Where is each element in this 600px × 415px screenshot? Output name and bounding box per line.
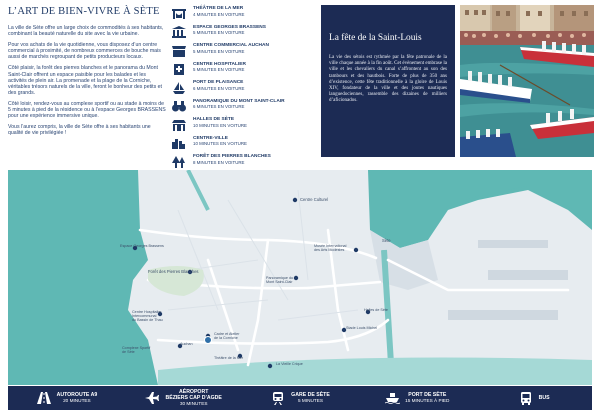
transport-time: 15 MINUTES À PIED xyxy=(405,398,450,404)
transport-name: AÉROPORT BÉZIERS CAP D’AGDE xyxy=(165,389,222,402)
destination-time: 10 MINUTES EN VOITURE xyxy=(193,141,247,147)
transport-time: 20 MINUTES xyxy=(63,398,91,404)
fete-title: La fête de la Saint-Louis xyxy=(329,33,422,43)
destination-name: CENTRE-VILLE xyxy=(193,135,228,141)
map-label-halles: Halles de Sète xyxy=(364,308,388,312)
map-label-musee: Musée International des Arts Modestes xyxy=(314,244,347,252)
destination-item xyxy=(168,117,310,136)
transport-name: PORT DE SÈTE xyxy=(408,392,447,399)
fete-text: La vie des sétois est rythmée par la fête patronale de la ville chaque année à la fin août. Cet évènement embrase la ville et les chevaliers du canal s’affrontent au son des tambours et des hautbois. Forte de plus de 350 ans d’existence, cette fête traditionnelle à la gloire de Louis XIV, fondateur de la ville et des joutes nautiques languedociennes, rassemble des dizaines de milliers d’aficionados. xyxy=(329,55,447,104)
intro-paragraph: La ville de Sète offre un large choix de commodités à ses habitants, combinant la beauté naturelle du site avec la vie urbaine. xyxy=(8,25,164,38)
destination-name: THÉÂTRE DE LA MER xyxy=(193,6,244,11)
page-title: L’ART DE BIEN-VIVRE À SÈTE xyxy=(8,6,160,17)
transport-item xyxy=(242,391,359,405)
destination-time: 6 MINUTES EN VOITURE xyxy=(193,104,245,110)
destination-item xyxy=(168,6,310,25)
destination-name: HALLES DE SÈTE xyxy=(193,117,235,122)
destination-item xyxy=(168,25,310,44)
city-map[interactable] xyxy=(8,170,592,385)
destination-name: CENTRE HOSPITALIER xyxy=(193,61,246,67)
destination-name: FORÊT DES PIERRES BLANCHES xyxy=(193,154,271,159)
transport-item xyxy=(8,391,125,405)
map-label-espace-brassens: Espace Georges Brassens xyxy=(120,244,164,248)
map-label-hopital: Centre Hospitalier Intercommunal du Bassin de Thau xyxy=(132,310,163,322)
intro-section xyxy=(8,6,166,141)
map-label-foret: Forêt des Pierres Blanches xyxy=(148,269,199,274)
map-label-stade: Stade Louis Michel xyxy=(346,326,378,330)
highway-icon xyxy=(36,391,52,405)
transport-item xyxy=(125,389,242,407)
bus-icon xyxy=(518,391,534,405)
destination-item xyxy=(168,62,310,81)
airplane-icon xyxy=(144,391,160,405)
map-label-vieille-crique: La Vieille Crique xyxy=(276,362,303,366)
city-icon xyxy=(168,137,190,150)
destinations-list xyxy=(168,6,310,173)
joute-photo xyxy=(460,5,594,157)
map-label-auchan: Auchan xyxy=(180,342,193,346)
destination-item xyxy=(168,136,310,155)
transport-time: 30 MINUTES xyxy=(179,401,208,407)
destination-name: PANORAMIQUE DU MONT SAINT-CLAIR xyxy=(193,98,285,104)
transport-bar xyxy=(8,386,592,410)
destination-time: 6 MINUTES EN VOITURE xyxy=(193,85,245,91)
transport-name: AUTOROUTE A9 xyxy=(56,392,98,399)
theatre-icon xyxy=(168,7,190,20)
transport-name: GARE DE SÈTE xyxy=(291,392,330,399)
map-label-theatre: Théâtre de la Mer xyxy=(214,356,244,360)
intro-paragraph: Vous l’aurez compris, la ville de Sète offre à ses habitants une qualité de vie privilégiée ! xyxy=(8,124,151,137)
map-label-panoramique: Panoramique du Mont Saint-Clair xyxy=(266,276,294,284)
destination-item xyxy=(168,99,310,118)
ship-icon xyxy=(384,391,400,405)
transport-name: BUS xyxy=(538,395,550,401)
destination-item xyxy=(168,43,310,62)
map-label-sete: Sète xyxy=(382,238,391,243)
transport-time: 5 MINUTES xyxy=(297,398,323,404)
destination-time: 5 MINUTES EN VOITURE xyxy=(193,67,245,73)
destination-name: PORT DE PLAISANCE xyxy=(193,80,244,85)
sailboat-icon xyxy=(168,81,190,94)
transport-item xyxy=(475,391,592,405)
map-label-centre-culturel: Centre Culturel xyxy=(300,197,329,202)
fete-panel xyxy=(321,5,455,157)
destination-name: ESPACE GEORGES BRASSENS xyxy=(193,24,266,30)
map-label-cadre: Cadre et Atelier de la Corniche xyxy=(214,332,240,340)
market-icon xyxy=(168,118,190,131)
intro-paragraph: Côté plaisir, la forêt des pierres blanches et le panorama du Mont Saint-Clair offrent un espace paisible pour les balades et les activités de plein air. La promenade et la plage de la Corniche, véritables trésors naturels de la ville, feront le bonheur des petits et des grands. xyxy=(8,65,162,96)
destination-time: 10 MINUTES EN VOITURE xyxy=(193,122,247,128)
intro-paragraph: Côté loisir, rendez-vous au complexe sportif ou au stade à moins de 5 minutes à pied de la résidence ou à l’espace Georges BRASSENS pour une expérience immersive unique. xyxy=(8,100,166,120)
tree-icon xyxy=(168,155,190,168)
destination-time: 8 MINUTES EN VOITURE xyxy=(193,159,245,165)
destination-item xyxy=(168,80,310,99)
museum-icon xyxy=(168,26,190,39)
hospital-icon xyxy=(168,63,190,76)
transport-item xyxy=(358,391,475,405)
map-label-complexe: Complexe Sportif de Sète xyxy=(122,346,151,354)
destination-name: CENTRE COMMERCIAL AUCHAN xyxy=(193,43,269,48)
destination-time: 5 MINUTES EN VOITURE xyxy=(193,30,245,36)
store-icon xyxy=(168,44,190,57)
destination-time: 5 MINUTES EN VOITURE xyxy=(193,48,245,54)
train-icon xyxy=(270,391,286,405)
intro-paragraph: Pour vos achats de la vie quotidienne, vous disposez d’un centre commercial à proximité, de nombreux commerces de bouche mais aussi de marchés regroupant de petits producteurs locaux. xyxy=(8,42,161,61)
binoculars-icon xyxy=(168,100,190,113)
destination-time: 4 MINUTES EN VOITURE xyxy=(193,11,245,17)
